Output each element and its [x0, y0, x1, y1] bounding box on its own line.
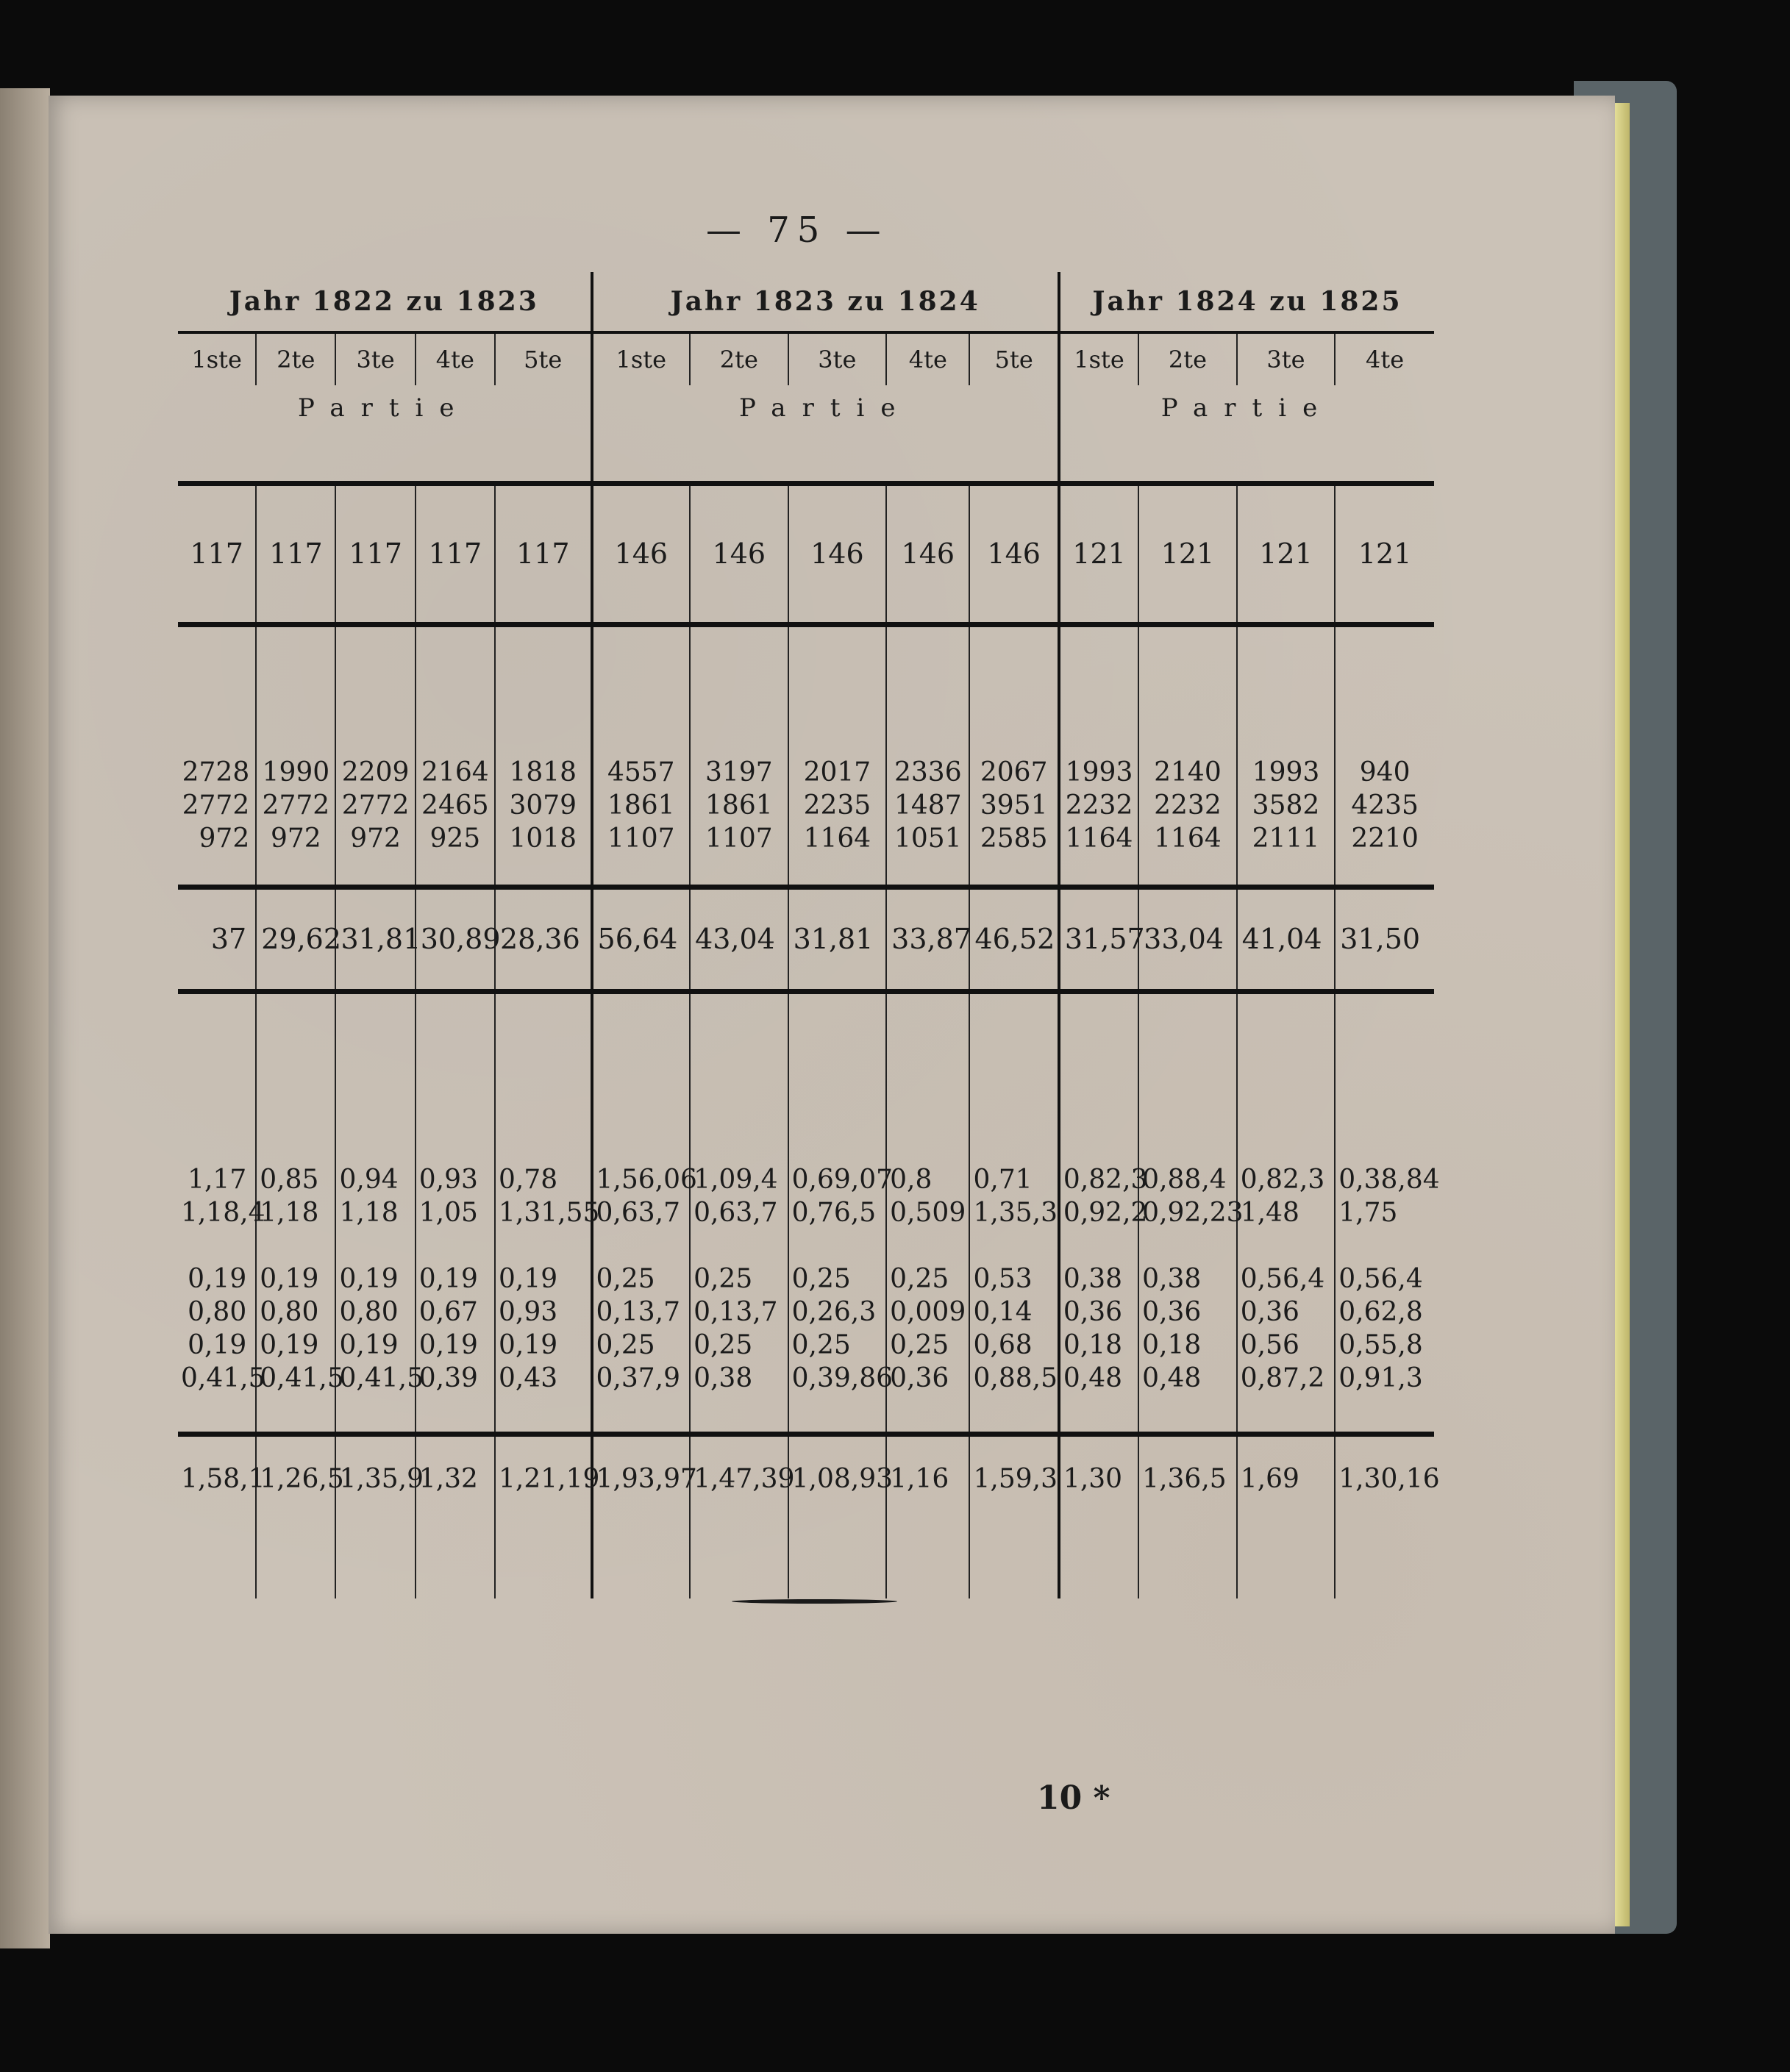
cell-gap	[260, 1229, 333, 1262]
data-table	[178, 272, 1440, 1598]
cell-line: 0,25	[791, 1264, 851, 1294]
table-cell	[416, 625, 495, 887]
table-cell	[178, 625, 256, 887]
cell-line: 0,009	[890, 1297, 966, 1327]
table-cell	[256, 992, 344, 1435]
cell-line: 2728	[182, 757, 250, 787]
cell-line: 0,509	[890, 1198, 966, 1228]
cell-line: 1,18	[339, 1198, 399, 1228]
cell-line: 1,09,4	[693, 1165, 778, 1195]
cell-line: 0,39,86	[791, 1363, 894, 1393]
table-cell: 1,35,9	[335, 1435, 415, 1599]
cell-line: 4235	[1351, 790, 1419, 821]
cell-line: 0,92,2	[1063, 1198, 1148, 1228]
table-cell: 146	[788, 484, 887, 625]
cell-line: 1164	[803, 824, 871, 854]
partie-number-header: 3te	[335, 332, 415, 385]
cell-line: 0,19	[260, 1264, 319, 1294]
table-cell: 29,62	[256, 887, 335, 992]
cell-line: 0,25	[596, 1330, 655, 1360]
cell-line: 2210	[1351, 824, 1419, 854]
partie-number-row	[178, 332, 1434, 385]
cell-line: 2232	[1065, 790, 1133, 821]
table-cell: 46,52	[969, 887, 1058, 992]
cell-line: 0,38	[1063, 1264, 1123, 1294]
cell-line: 972	[350, 824, 401, 854]
table-cell: 1,32	[416, 1435, 495, 1599]
cell-line: 1164	[1065, 824, 1133, 854]
cell-gap	[792, 1229, 885, 1262]
cell-line: 3951	[980, 790, 1048, 821]
cell-line: 1018	[509, 824, 577, 854]
table-cell: 117	[256, 484, 335, 625]
table-cell: 1,69	[1237, 1435, 1336, 1599]
partie-label: Partie	[592, 385, 1059, 484]
table-cell: 41,04	[1237, 887, 1336, 992]
cell-line: 1993	[1252, 757, 1320, 787]
page-number: — 75 —	[706, 210, 888, 251]
cell-line: 1487	[894, 790, 962, 821]
table-cell	[592, 992, 697, 1435]
cell-line: 2235	[803, 790, 871, 821]
cell-line: 3197	[705, 757, 773, 787]
table-cell: 56,64	[592, 887, 691, 992]
table-cell: 121	[1138, 484, 1237, 625]
table-cell: 31,50	[1335, 887, 1434, 992]
cell-line: 0,82,3	[1240, 1165, 1325, 1195]
cell-line: 0,80	[339, 1297, 399, 1327]
facing-page-edge	[0, 88, 50, 1948]
table-cell	[495, 992, 600, 1435]
cell-line: 1,75	[1338, 1198, 1398, 1228]
cell-line: 0,71	[973, 1165, 1033, 1195]
cell-line: 1,56,06	[596, 1165, 697, 1195]
table-row	[178, 992, 1434, 1435]
cell-line: 0,18	[1063, 1330, 1123, 1360]
table-cell: 1,08,93	[788, 1435, 887, 1599]
cell-line: 1861	[607, 790, 675, 821]
table-cell: 1,93,97	[592, 1435, 691, 1599]
year-heading: Jahr 1823 zu 1824	[592, 272, 1059, 332]
partie-number-header: 4te	[886, 332, 969, 385]
table-cell	[1059, 992, 1148, 1435]
cell-line: 1164	[1154, 824, 1222, 854]
cell-line: 1,48	[1240, 1198, 1299, 1228]
table-cell: 43,04	[690, 887, 788, 992]
cell-line: 0,38,84	[1338, 1165, 1440, 1195]
cell-line: 1051	[894, 824, 962, 854]
cell-line: 940	[1359, 757, 1411, 787]
table-row	[178, 484, 1434, 625]
table-cell: 146	[969, 484, 1058, 625]
table-cell: 117	[178, 484, 256, 625]
table-cell: 1,26,5	[256, 1435, 335, 1599]
cell-line: 1107	[607, 824, 675, 854]
cell-line: 0,53	[973, 1264, 1033, 1294]
cell-line: 1818	[509, 757, 577, 787]
cell-line: 0,25	[693, 1264, 753, 1294]
partie-number-header: 3te	[788, 332, 887, 385]
cell-gap	[1241, 1229, 1333, 1262]
cell-line: 0,69,07	[791, 1165, 894, 1195]
cell-line: 0,25	[890, 1330, 949, 1360]
partie-number-header: 4te	[1335, 332, 1434, 385]
table-row	[178, 1435, 1434, 1599]
cell-line: 1,18	[260, 1198, 319, 1228]
table-cell	[886, 992, 969, 1435]
table-cell	[886, 625, 969, 887]
cell-line: 0,36	[1063, 1297, 1123, 1327]
cell-gap	[890, 1229, 967, 1262]
cell-line: 0,63,7	[596, 1198, 681, 1228]
partie-number-header: 3te	[1237, 332, 1336, 385]
cell-line: 3079	[509, 790, 577, 821]
cell-line: 0,36	[1142, 1297, 1202, 1327]
table-cell	[788, 625, 887, 887]
partie-number-header: 1ste	[1059, 332, 1138, 385]
cell-line: 0,62,8	[1338, 1297, 1423, 1327]
cell-line: 2111	[1252, 824, 1320, 854]
table-cell	[690, 625, 788, 887]
cell-line: 0,41,5	[181, 1363, 265, 1393]
cell-line: 0,39	[418, 1363, 478, 1393]
partie-number-header: 1ste	[178, 332, 256, 385]
table-row	[178, 625, 1434, 887]
cell-gap	[1142, 1229, 1235, 1262]
cell-line: 1990	[262, 757, 330, 787]
cell-gap	[1063, 1229, 1136, 1262]
cell-line: 0,26,3	[791, 1297, 877, 1327]
cell-line: 0,19	[418, 1264, 478, 1294]
cell-line: 0,37,9	[596, 1363, 681, 1393]
cell-line: 0,38	[693, 1363, 753, 1393]
cell-line: 0,19	[188, 1330, 247, 1360]
cell-line: 0,19	[498, 1264, 558, 1294]
table-cell	[1138, 992, 1244, 1435]
table-cell	[1237, 625, 1336, 887]
partie-number-header: 2te	[256, 332, 335, 385]
table-cell	[1138, 625, 1237, 887]
table-cell: 33,87	[886, 887, 969, 992]
cell-line: 0,14	[973, 1297, 1033, 1327]
cell-line: 0,78	[498, 1165, 558, 1195]
cell-line: 2017	[803, 757, 871, 787]
table-cell	[969, 625, 1058, 887]
table-cell: 1,16	[886, 1435, 969, 1599]
signature-mark: 10 *	[1037, 1779, 1110, 1817]
table-cell	[416, 992, 495, 1435]
cell-line: 0,18	[1142, 1330, 1202, 1360]
table-row	[178, 887, 1434, 992]
cell-line: 0,93	[498, 1297, 558, 1327]
cell-line: 0,93	[418, 1165, 478, 1195]
cell-line: 0,36	[890, 1363, 949, 1393]
table-cell: 117	[335, 484, 415, 625]
table-cell	[1335, 625, 1434, 887]
cell-line: 0,25	[596, 1264, 655, 1294]
cell-gap	[973, 1229, 1055, 1262]
cell-line: 0,48	[1142, 1363, 1202, 1393]
cell-line: 0,82,3	[1063, 1165, 1148, 1195]
table-cell: 31,57	[1059, 887, 1138, 992]
end-ornament-rule	[732, 1599, 897, 1604]
cell-line: 0,48	[1063, 1363, 1123, 1393]
cell-line: 0,56	[1240, 1330, 1299, 1360]
table-cell	[178, 992, 265, 1435]
cell-line: 0,13,7	[693, 1297, 778, 1327]
cell-line: 0,19	[260, 1330, 319, 1360]
partie-label-row	[178, 385, 1434, 484]
table-cell: 28,36	[495, 887, 592, 992]
partie-number-header: 2te	[690, 332, 788, 385]
table-cell: 1,58,1	[178, 1435, 256, 1599]
cell-line: 0,19	[188, 1264, 247, 1294]
cell-line: 0,36	[1240, 1297, 1299, 1327]
year-heading: Jahr 1824 zu 1825	[1059, 272, 1434, 332]
table-cell	[1059, 625, 1138, 887]
table-cell	[592, 625, 691, 887]
table-cell: 1,59,3	[969, 1435, 1058, 1599]
cell-line: 0,41,5	[339, 1363, 424, 1393]
cell-gap	[181, 1229, 246, 1262]
cell-line: 0,25	[693, 1330, 753, 1360]
cell-line: 0,41,5	[260, 1363, 344, 1393]
cell-line: 0,92,23	[1142, 1198, 1244, 1228]
cell-line: 1,35,3	[973, 1198, 1058, 1228]
cell-line: 0,68	[973, 1330, 1033, 1360]
cell-line: 0,88,4	[1142, 1165, 1227, 1195]
cell-line: 3582	[1252, 790, 1320, 821]
table-cell	[788, 992, 894, 1435]
cell-line: 2164	[421, 757, 489, 787]
year-header-row	[178, 272, 1434, 332]
cell-gap	[1338, 1229, 1433, 1262]
partie-number-header: 1ste	[592, 332, 691, 385]
cell-line: 2336	[894, 757, 962, 787]
year-heading: Jahr 1822 zu 1823	[229, 285, 539, 317]
cell-gap	[499, 1229, 589, 1262]
cell-line: 0,80	[188, 1297, 247, 1327]
partie-number-header: 4te	[416, 332, 495, 385]
table-cell: 30,89	[416, 887, 495, 992]
cell-line: 0,19	[498, 1330, 558, 1360]
cell-line: 1107	[705, 824, 773, 854]
table-cell	[335, 992, 424, 1435]
cell-line: 2772	[182, 790, 250, 821]
cell-line: 1,31,55	[498, 1198, 600, 1228]
table-cell: 33,04	[1138, 887, 1237, 992]
cell-line: 0,25	[890, 1264, 949, 1294]
table-cell	[495, 625, 592, 887]
cell-gap	[339, 1229, 413, 1262]
table-cell	[1335, 992, 1440, 1435]
table-cell	[256, 625, 335, 887]
cell-line: 0,67	[418, 1297, 478, 1327]
partie-number-header: 5te	[969, 332, 1058, 385]
table-cell: 1,30	[1059, 1435, 1138, 1599]
cell-line: 0,87,2	[1240, 1363, 1325, 1393]
cell-line: 0,43	[498, 1363, 558, 1393]
cell-line: 0,19	[339, 1264, 399, 1294]
cell-line: 2772	[341, 790, 410, 821]
cell-line: 0,55,8	[1338, 1330, 1423, 1360]
cell-line: 0,56,4	[1240, 1264, 1325, 1294]
table-cell: 117	[495, 484, 592, 625]
cell-line: 2067	[980, 757, 1048, 787]
cell-line: 2585	[980, 824, 1048, 854]
partie-label: Partie	[1059, 385, 1434, 484]
cell-line: 0,94	[339, 1165, 399, 1195]
table-cell: 37	[178, 887, 256, 992]
cell-line: 972	[199, 824, 250, 854]
cell-line: 1,05	[418, 1198, 478, 1228]
cell-line: 0,80	[260, 1297, 319, 1327]
cell-line: 0,8	[890, 1165, 933, 1195]
table-cell: 146	[592, 484, 691, 625]
cell-gap	[419, 1229, 493, 1262]
cell-line: 1,18,4	[181, 1198, 265, 1228]
table-cell: 31,81	[788, 887, 887, 992]
table-cell	[335, 625, 415, 887]
cell-line: 0,19	[339, 1330, 399, 1360]
cell-line: 0,38	[1142, 1264, 1202, 1294]
cell-line: 1993	[1065, 757, 1133, 787]
cell-line: 0,19	[418, 1330, 478, 1360]
cell-line: 2772	[262, 790, 330, 821]
cell-line: 0,25	[791, 1330, 851, 1360]
cell-line: 0,13,7	[596, 1297, 681, 1327]
cell-line: 0,88,5	[973, 1363, 1058, 1393]
table-cell: 146	[886, 484, 969, 625]
table-cell	[690, 992, 788, 1435]
table-cell: 1,36,5	[1138, 1435, 1237, 1599]
cell-gap	[596, 1229, 688, 1262]
table-cell: 1,21,19	[495, 1435, 592, 1599]
cell-line: 2465	[421, 790, 489, 821]
cell-line: 972	[271, 824, 321, 854]
cell-line: 4557	[607, 757, 675, 787]
table-cell: 121	[1237, 484, 1336, 625]
cell-line: 2209	[341, 757, 410, 787]
table-cell: 31,81	[335, 887, 415, 992]
table-cell	[1237, 992, 1336, 1435]
cell-line: 0,56,4	[1338, 1264, 1423, 1294]
cell-line: 1,17	[188, 1165, 247, 1195]
cell-line: 0,63,7	[693, 1198, 778, 1228]
cell-line: 1861	[705, 790, 773, 821]
cell-line: 0,91,3	[1338, 1363, 1423, 1393]
partie-number-header: 2te	[1138, 332, 1237, 385]
table-cell: 1,30,16	[1335, 1435, 1434, 1599]
table-cell: 146	[690, 484, 788, 625]
cell-line: 2140	[1154, 757, 1222, 787]
cell-line: 0,76,5	[791, 1198, 877, 1228]
cell-gap	[693, 1229, 786, 1262]
cell-line: 925	[429, 824, 481, 854]
table-cell: 117	[416, 484, 495, 625]
cell-line: 2232	[1154, 790, 1222, 821]
partie-number-header: 5te	[495, 332, 592, 385]
table-cell: 1,47,39	[690, 1435, 788, 1599]
cell-line: 0,85	[260, 1165, 319, 1195]
table-cell	[969, 992, 1058, 1435]
table-cell: 121	[1059, 484, 1138, 625]
table-cell: 121	[1335, 484, 1434, 625]
partie-label: Partie	[297, 393, 471, 423]
